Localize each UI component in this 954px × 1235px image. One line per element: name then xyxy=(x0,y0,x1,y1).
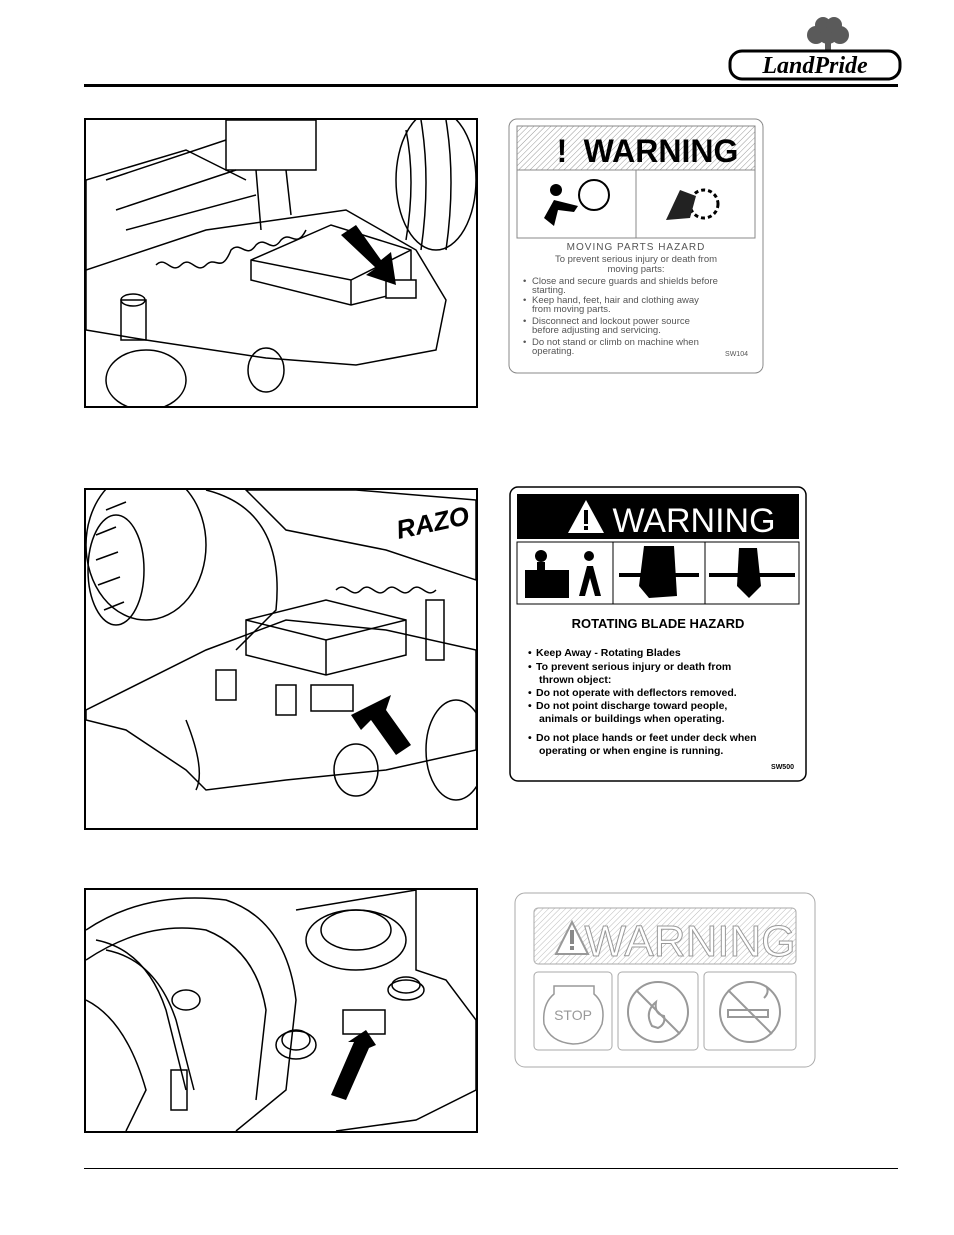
decal1-hazard-title: MOVING PARTS HAZARD xyxy=(566,242,706,253)
decal-moving-parts-hazard xyxy=(508,118,764,374)
decal1-bullet-3b: before adjusting and servicing. xyxy=(532,325,661,336)
decal1-bullet-2b: from moving parts. xyxy=(532,304,611,315)
decal2-bullet: • xyxy=(528,732,532,744)
decal2-bullet-4a: Do not point discharge toward people, xyxy=(536,700,728,712)
decal1-signal-word: WARNING xyxy=(583,133,739,169)
decal2-bullet: • xyxy=(528,647,532,659)
decal1-intro-line-2: moving parts: xyxy=(607,264,665,275)
decal1-intro-line-1: To prevent serious injury or death from xyxy=(554,254,718,265)
decal2-bullet-4b: animals or buildings when operating. xyxy=(539,713,725,725)
decal2-bullet-5a: Do not place hands or feet under deck when xyxy=(536,732,757,744)
decal2-bullet: • xyxy=(528,661,532,673)
decal3-signal-word: WARNING xyxy=(584,917,796,966)
decal2-hazard-title: ROTATING BLADE HAZARD xyxy=(571,616,745,631)
decal2-bullet-5b: operating or when engine is running. xyxy=(539,745,724,757)
decal2-bullet: • xyxy=(528,700,532,712)
footer-rule xyxy=(84,1168,898,1169)
decal1-bullet-4b: operating. xyxy=(532,346,575,357)
decal1-bullet: • xyxy=(523,276,527,287)
arrow-icon xyxy=(351,695,411,755)
decal-rotating-blade-hazard xyxy=(509,486,807,782)
figure-3-illustration xyxy=(84,888,478,1133)
header-rule xyxy=(84,84,898,87)
decal1-bullet: • xyxy=(523,316,527,327)
decal1-bullet-1a: Close and secure guards and shields before xyxy=(532,276,718,287)
decal1-bullet-3a: Disconnect and lockout power source xyxy=(532,316,690,327)
decal2-bullet-2a: To prevent serious injury or death from xyxy=(536,661,732,673)
figure-2-illustration xyxy=(84,488,478,830)
decal2-signal-word: WARNING xyxy=(612,502,776,540)
decal1-bullet-2a: Keep hand, feet, hair and clothing away xyxy=(532,295,699,306)
arrow-icon xyxy=(331,1030,376,1100)
figure-1-illustration xyxy=(84,118,478,408)
decal1-bullet-4a: Do not stand or climb on machine when xyxy=(532,337,699,348)
decal-fuel-warning xyxy=(514,892,816,1068)
decal1-exclamation: ! xyxy=(556,133,568,169)
decal2-bullet-2b: thrown object: xyxy=(539,674,612,686)
decal2-bullet-1a: Keep Away - Rotating Blades xyxy=(536,647,681,659)
stop-sign-label: STOP xyxy=(554,1007,592,1023)
decal1-bullet: • xyxy=(523,295,527,306)
logo-text: LandPride xyxy=(762,53,868,79)
decal2-part-number: SW500 xyxy=(771,764,794,771)
decal1-bullet-1b: starting. xyxy=(532,285,566,296)
decal2-bullet: • xyxy=(528,687,532,699)
decal2-bullet-3a: Do not operate with deflectors removed. xyxy=(536,687,737,699)
mower-brand-text: RAZO xyxy=(393,500,472,545)
decal1-part-number: SW104 xyxy=(725,351,748,358)
decal1-bullet: • xyxy=(523,337,527,348)
landpride-logo xyxy=(728,15,904,83)
